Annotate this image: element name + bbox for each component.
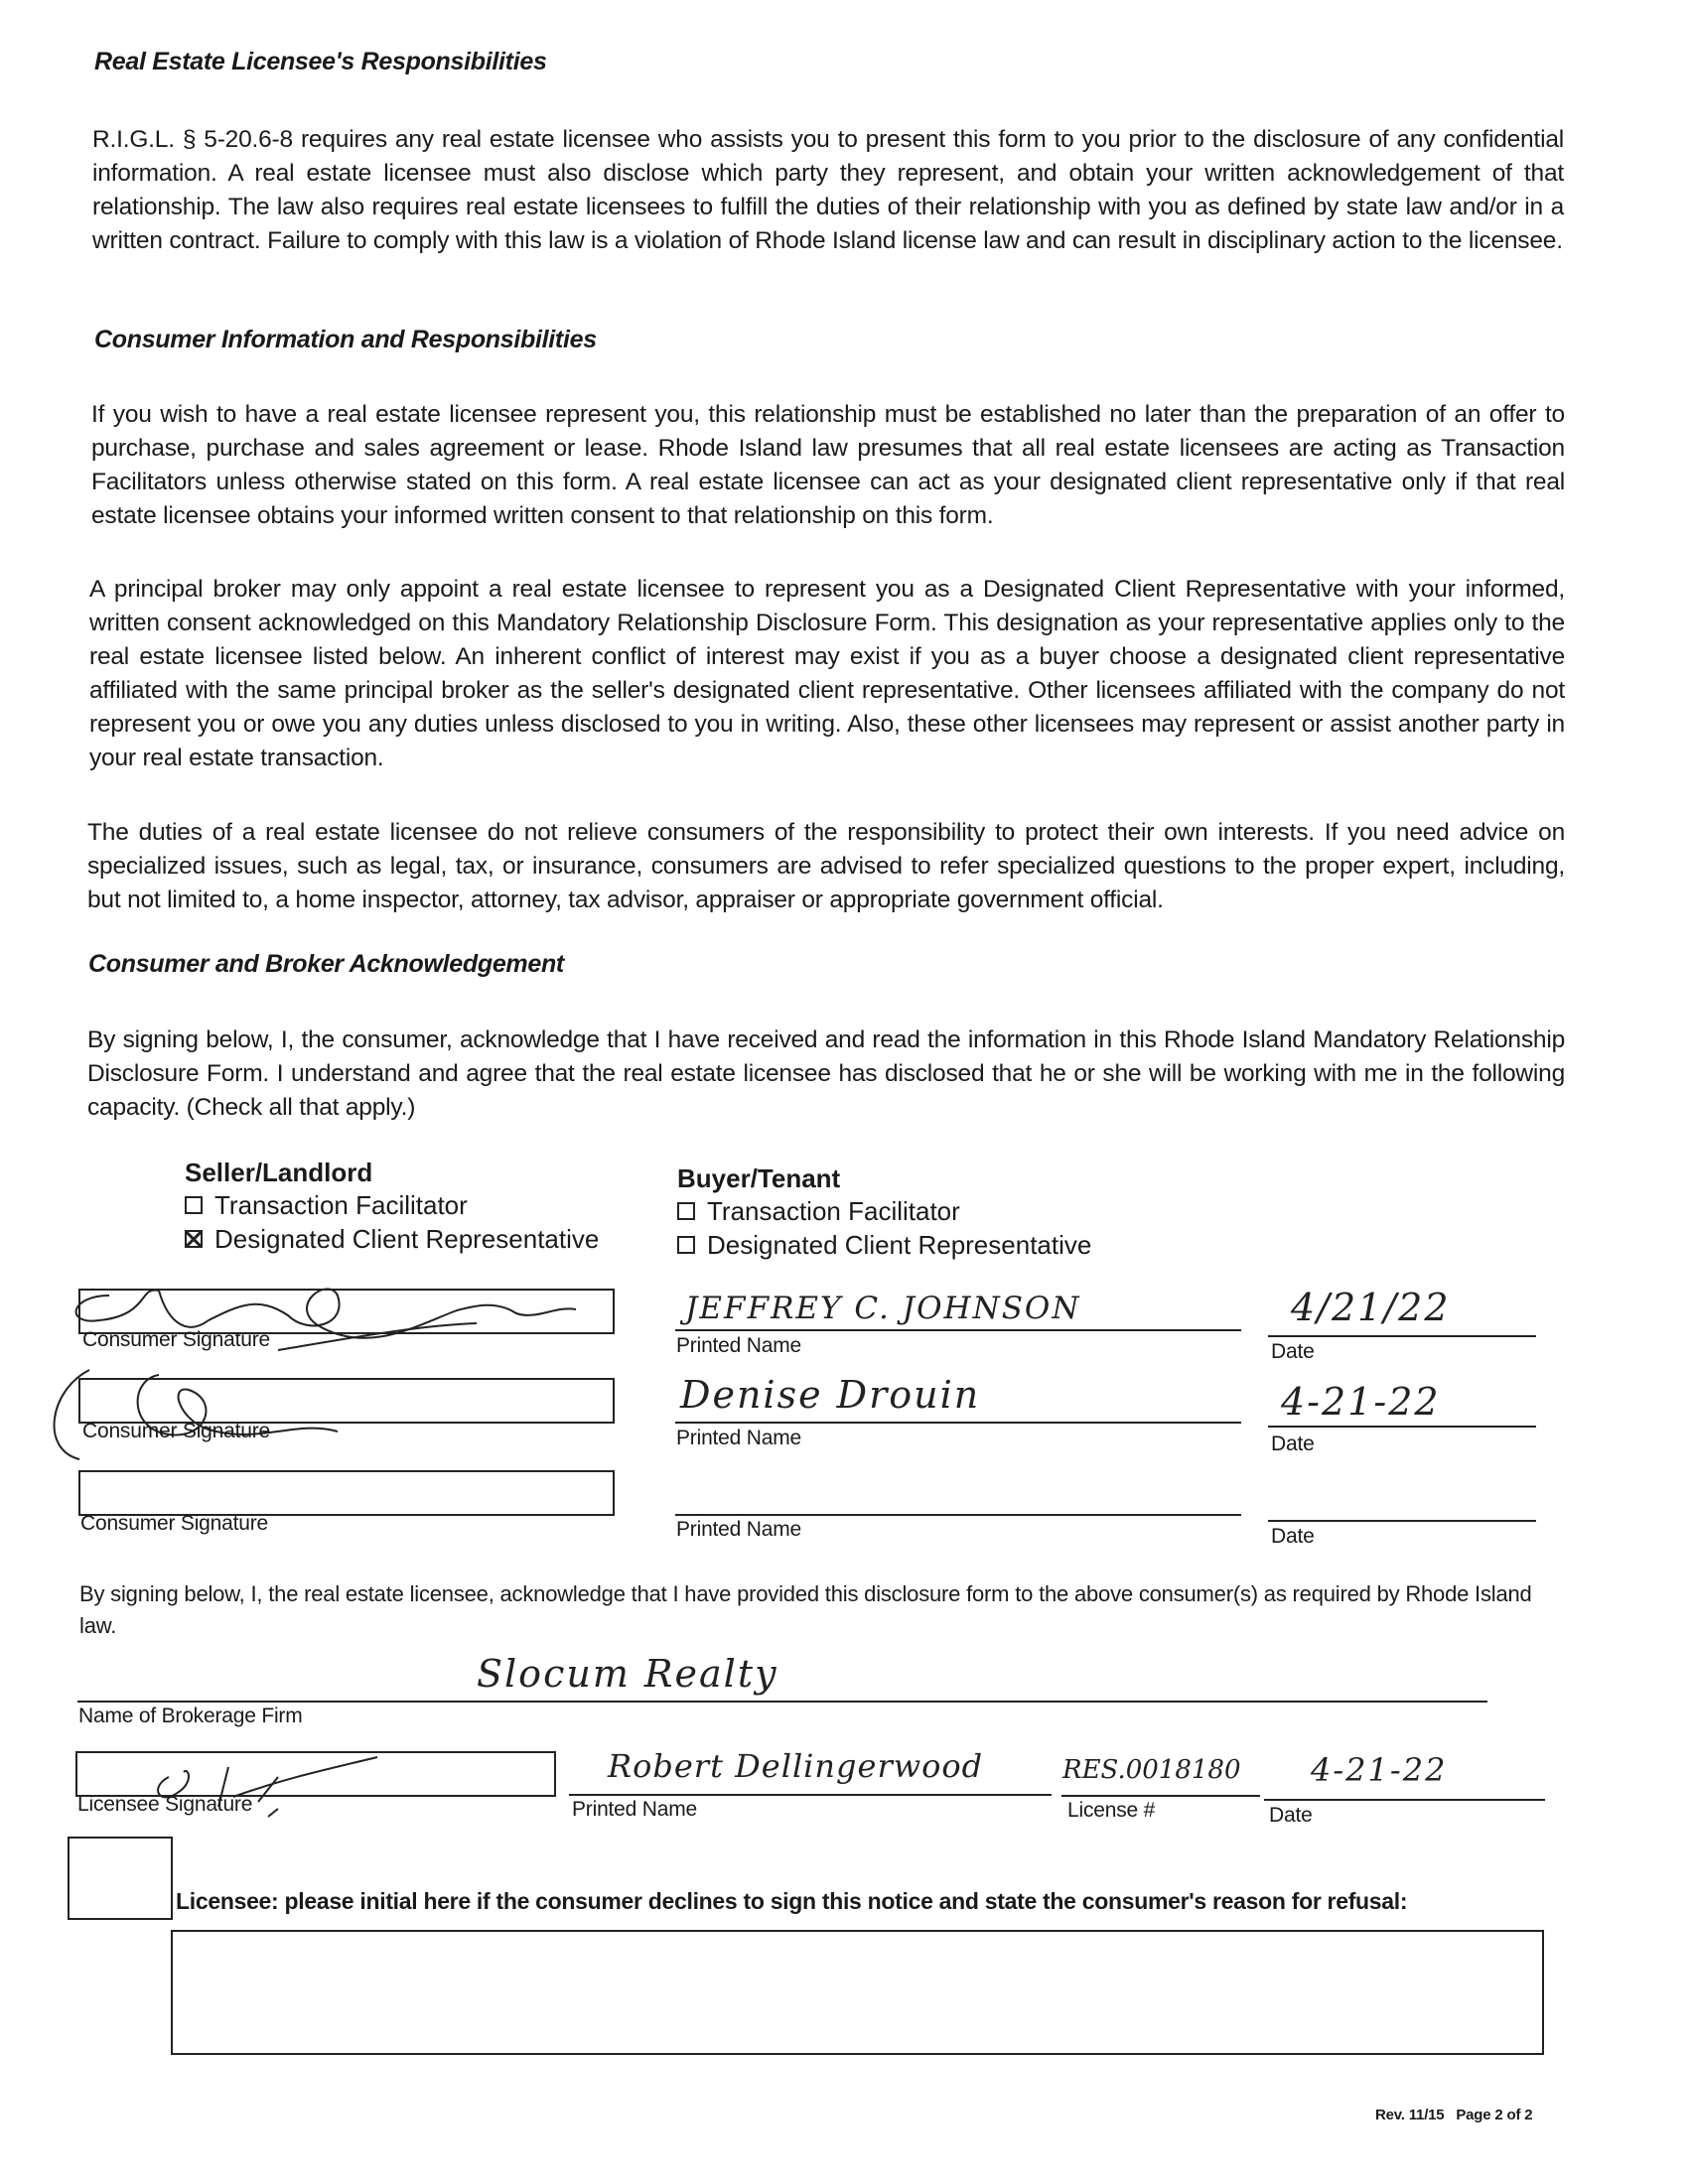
consumer-signature-label-3: Consumer Signature <box>80 1512 268 1535</box>
printed-name-line-3[interactable] <box>675 1514 1241 1516</box>
printed-name-line-1[interactable] <box>675 1329 1241 1331</box>
licensee-printed-name-line[interactable] <box>569 1794 1052 1796</box>
printed-name-label-1: Printed Name <box>676 1334 801 1357</box>
date-label-2: Date <box>1271 1433 1315 1455</box>
licensee-signature-label: Licensee Signature <box>77 1793 253 1816</box>
broker-statement: By signing below, I, the real estate licensee, acknowledge that I have provided this disclosure form to the above consumer(s) as required by Rhode Island law. <box>79 1581 1532 1638</box>
seller-designated-client-rep-checkbox[interactable] <box>185 1230 203 1248</box>
date-value-1: 4/21/22 <box>1291 1286 1451 1329</box>
licensee-initials-box[interactable] <box>68 1837 173 1920</box>
page-number: Page 2 of 2 <box>1456 2107 1533 2123</box>
licensee-printed-name-value: Robert Dellingerwood <box>608 1747 984 1785</box>
consumer-info-paragraph-2: A principal broker may only appoint a real estate licensee to represent you as a Designated Client Representative with your informed, written consent acknowledged on this Mandatory Relationship Disclosure Form. This designation as your representative applies only to the real estate licensee listed below. An inherent conflict of interest may exist if you as a buyer choose a designated client representative affiliated with the same principal broker as the seller's designated client representative. Other licensees affiliated with the company do not represent you or owe you any duties unless disclosed to you in writing. Also, these other licensees may represent or assist another party in your real estate transaction. <box>89 576 1565 771</box>
acknowledgement-text: By signing below, I, the consumer, acknowledge that I have received and read the information in this Rhode Island Mandatory Relationship Disclosure Form. I understand and agree that the real estate licensee has disclosed that he or she will be working with me in the following capacity. (Check all that apply.) <box>87 1026 1565 1121</box>
printed-name-line-2[interactable] <box>675 1422 1241 1424</box>
date-line-1[interactable] <box>1268 1335 1536 1337</box>
date-line-2[interactable] <box>1268 1426 1536 1428</box>
brokerage-firm-line[interactable] <box>77 1701 1487 1703</box>
seller-option-transaction-facilitator[interactable] <box>185 1188 599 1222</box>
refusal-label: Licensee: please initial here if the consumer declines to sign this notice and state the consumer's reason for refusal: <box>176 1888 1408 1914</box>
heading-licensee-responsibilities: Real Estate Licensee's Responsibilities <box>94 48 547 75</box>
date-line-3[interactable] <box>1268 1520 1536 1522</box>
consumer-signature-box-3[interactable] <box>78 1470 615 1516</box>
heading-consumer-information: Consumer Information and Responsibilities <box>94 326 597 353</box>
seller-landlord-title: Seller/Landlord <box>185 1158 373 1187</box>
printed-name-value-1: JEFFREY C. JOHNSON <box>685 1291 1081 1326</box>
seller-transaction-facilitator-label: Transaction Facilitator <box>214 1189 468 1220</box>
footer <box>1375 2107 1532 2123</box>
license-number-line[interactable] <box>1061 1795 1260 1797</box>
buyer-transaction-facilitator-checkbox[interactable] <box>677 1202 695 1220</box>
seller-transaction-facilitator-checkbox[interactable] <box>185 1196 203 1214</box>
seller-option-designated-client-rep[interactable] <box>185 1222 599 1256</box>
consumer-signature-label-1: Consumer Signature <box>82 1328 270 1351</box>
license-number-value: RES.0018180 <box>1062 1755 1241 1785</box>
brokerage-firm-label: Name of Brokerage Firm <box>78 1705 303 1727</box>
consumer-signature-label-2: Consumer Signature <box>82 1420 270 1442</box>
buyer-option-transaction-facilitator[interactable] <box>677 1194 1091 1228</box>
buyer-designated-client-rep-checkbox[interactable] <box>677 1236 695 1254</box>
printed-name-value-2: Denise Drouin <box>680 1373 981 1417</box>
date-label-1: Date <box>1271 1340 1315 1363</box>
buyer-transaction-facilitator-label: Transaction Facilitator <box>707 1195 960 1226</box>
consumer-info-paragraph-1: If you wish to have a real estate licensee represent you, this relationship must be established no later than the preparation of an offer to purchase, purchase and sales agreement or lease. Rhode Island law presumes that all real estate licensees are acting as Transaction Facilitators unless otherwise stated on this form. A real estate licensee can act as your designated client representative only if that real estate licensee obtains your informed written consent to that relationship on this form. <box>91 401 1565 529</box>
refusal-reason-box[interactable] <box>171 1930 1544 2055</box>
buyer-designated-client-rep-label: Designated Client Representative <box>707 1229 1092 1260</box>
buyer-tenant-title: Buyer/Tenant <box>677 1163 841 1193</box>
consumer-info-paragraph-3: The duties of a real estate licensee do not relieve consumers of the responsibility to protect their own interests. If you need advice on specialized issues, such as legal, tax, or insurance, consumers are advised to refer specialized questions to the proper expert, including, but not limited to, a home inspector, attorney, tax advisor, appraiser or appropriate government official. <box>87 819 1565 913</box>
seller-landlord-group <box>185 1158 599 1256</box>
printed-name-label-3: Printed Name <box>676 1518 801 1541</box>
brokerage-firm-value: Slocum Realty <box>477 1652 778 1696</box>
buyer-option-designated-client-rep[interactable] <box>677 1228 1091 1262</box>
heading-acknowledgement: Consumer and Broker Acknowledgement <box>88 950 564 978</box>
date-value-2: 4-21-22 <box>1281 1380 1441 1424</box>
licensee-date-label: Date <box>1269 1804 1313 1827</box>
printed-name-label-2: Printed Name <box>676 1427 801 1449</box>
license-number-label: License # <box>1067 1799 1156 1822</box>
revision-label: Rev. 11/15 <box>1375 2107 1445 2123</box>
buyer-tenant-group <box>677 1163 1091 1262</box>
seller-designated-client-rep-label: Designated Client Representative <box>214 1223 600 1254</box>
licensee-responsibilities-text: R.I.G.L. § 5-20.6-8 requires any real estate licensee who assists you to present this form to you prior to the disclosure of any confidential information. A real estate licensee must also disclose which party they represent, and obtain your written acknowledgement of that relationship. The law also requires real estate licensees to fulfill the duties of their relationship with you as defined by state law and/or in a written contract. Failure to comply with this law is a violation of Rhode Island license law and can result in disciplinary action to the licensee. <box>92 126 1564 254</box>
licensee-date-line[interactable] <box>1264 1799 1545 1801</box>
date-label-3: Date <box>1271 1525 1315 1548</box>
licensee-printed-name-label: Printed Name <box>572 1798 697 1821</box>
licensee-date-value: 4-21-22 <box>1311 1751 1448 1789</box>
consumer-signature-2-scribble <box>40 1350 367 1469</box>
